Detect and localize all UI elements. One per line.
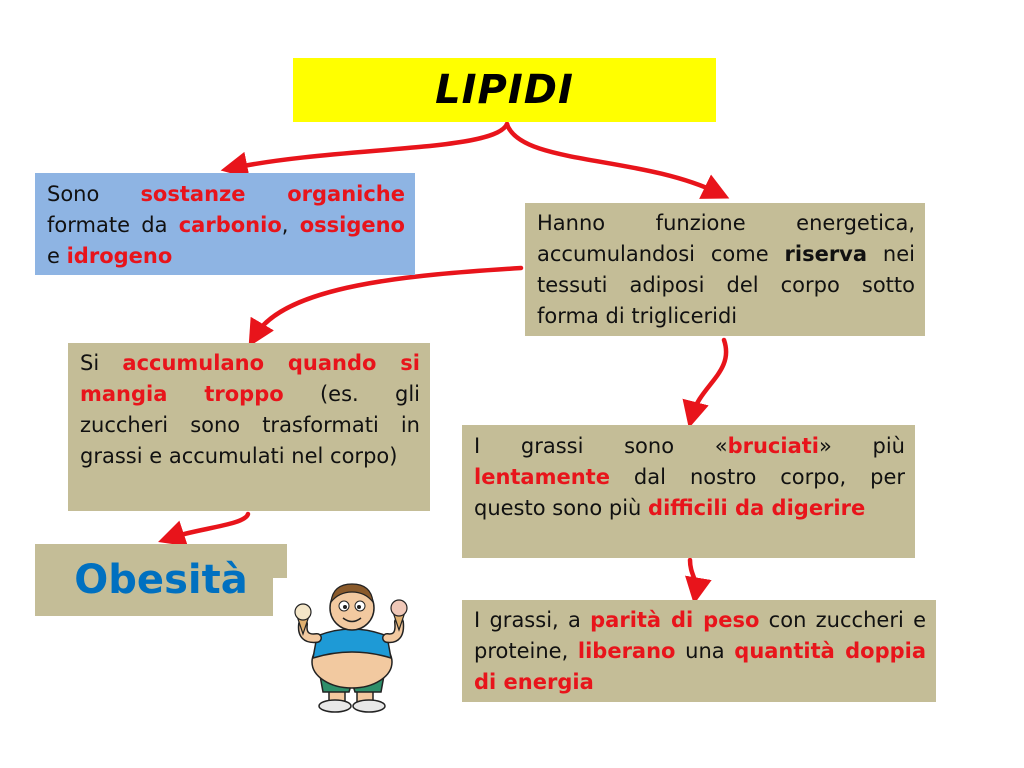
- text: Si: [80, 351, 123, 375]
- text: Sono: [47, 182, 141, 206]
- arrow-title-to-box1: [233, 124, 507, 168]
- text: formate da: [47, 213, 179, 237]
- highlight-text: idrogeno: [66, 244, 173, 268]
- text: Hanno funzione energetica, accumulandosi come: [537, 211, 915, 266]
- arrow-box2-to-box4: [692, 340, 726, 416]
- text: ,: [281, 213, 300, 237]
- highlight-text: carbonio: [178, 213, 282, 237]
- bold-text: riserva: [784, 242, 868, 266]
- text: con zuccheri e proteine,: [474, 608, 926, 663]
- highlight-text: difficili da digerire: [648, 496, 866, 520]
- highlight-text: sostanze organiche: [140, 182, 405, 206]
- text: dal nostro corpo, per questo sono più: [474, 465, 905, 520]
- definition-box: [35, 173, 415, 275]
- highlight-text: accumulano quando si mangia troppo: [80, 351, 420, 406]
- arrow-title-to-box2: [507, 124, 718, 193]
- obesity-label: Obesità: [74, 556, 248, 603]
- highlight-text: liberano: [577, 639, 676, 663]
- highlight-text: lentamente: [474, 465, 610, 489]
- accumulation-box: [68, 343, 430, 511]
- text: I grassi sono «: [474, 434, 728, 458]
- digestion-box: [462, 425, 915, 558]
- text: una: [675, 639, 735, 663]
- text: e: [47, 244, 67, 268]
- arrow-box4-to-box5: [690, 560, 696, 592]
- highlight-text: bruciati: [727, 434, 819, 458]
- highlight-text: ossigeno: [299, 213, 405, 237]
- cartoon-boy-icon: [273, 578, 431, 714]
- highlight-text: quantità doppia di energia: [474, 639, 927, 694]
- text: nei tessuti adiposi del corpo sotto forma di trigliceridi: [537, 242, 915, 328]
- text: » più: [818, 434, 905, 458]
- obesity-box: [35, 544, 287, 616]
- text: I grassi, a: [474, 608, 591, 632]
- function-box: [525, 203, 925, 336]
- title-box: [293, 58, 716, 122]
- diagram-title: LIPIDI: [435, 66, 574, 113]
- arrow-box2-to-box3: [255, 268, 521, 336]
- text: (es. gli zuccheri sono trasformati in grassi e accumulati nel corpo): [80, 382, 420, 468]
- highlight-text: parità di peso: [590, 608, 760, 632]
- arrow-box3-to-obesity: [170, 514, 248, 538]
- energy-box: [462, 600, 936, 702]
